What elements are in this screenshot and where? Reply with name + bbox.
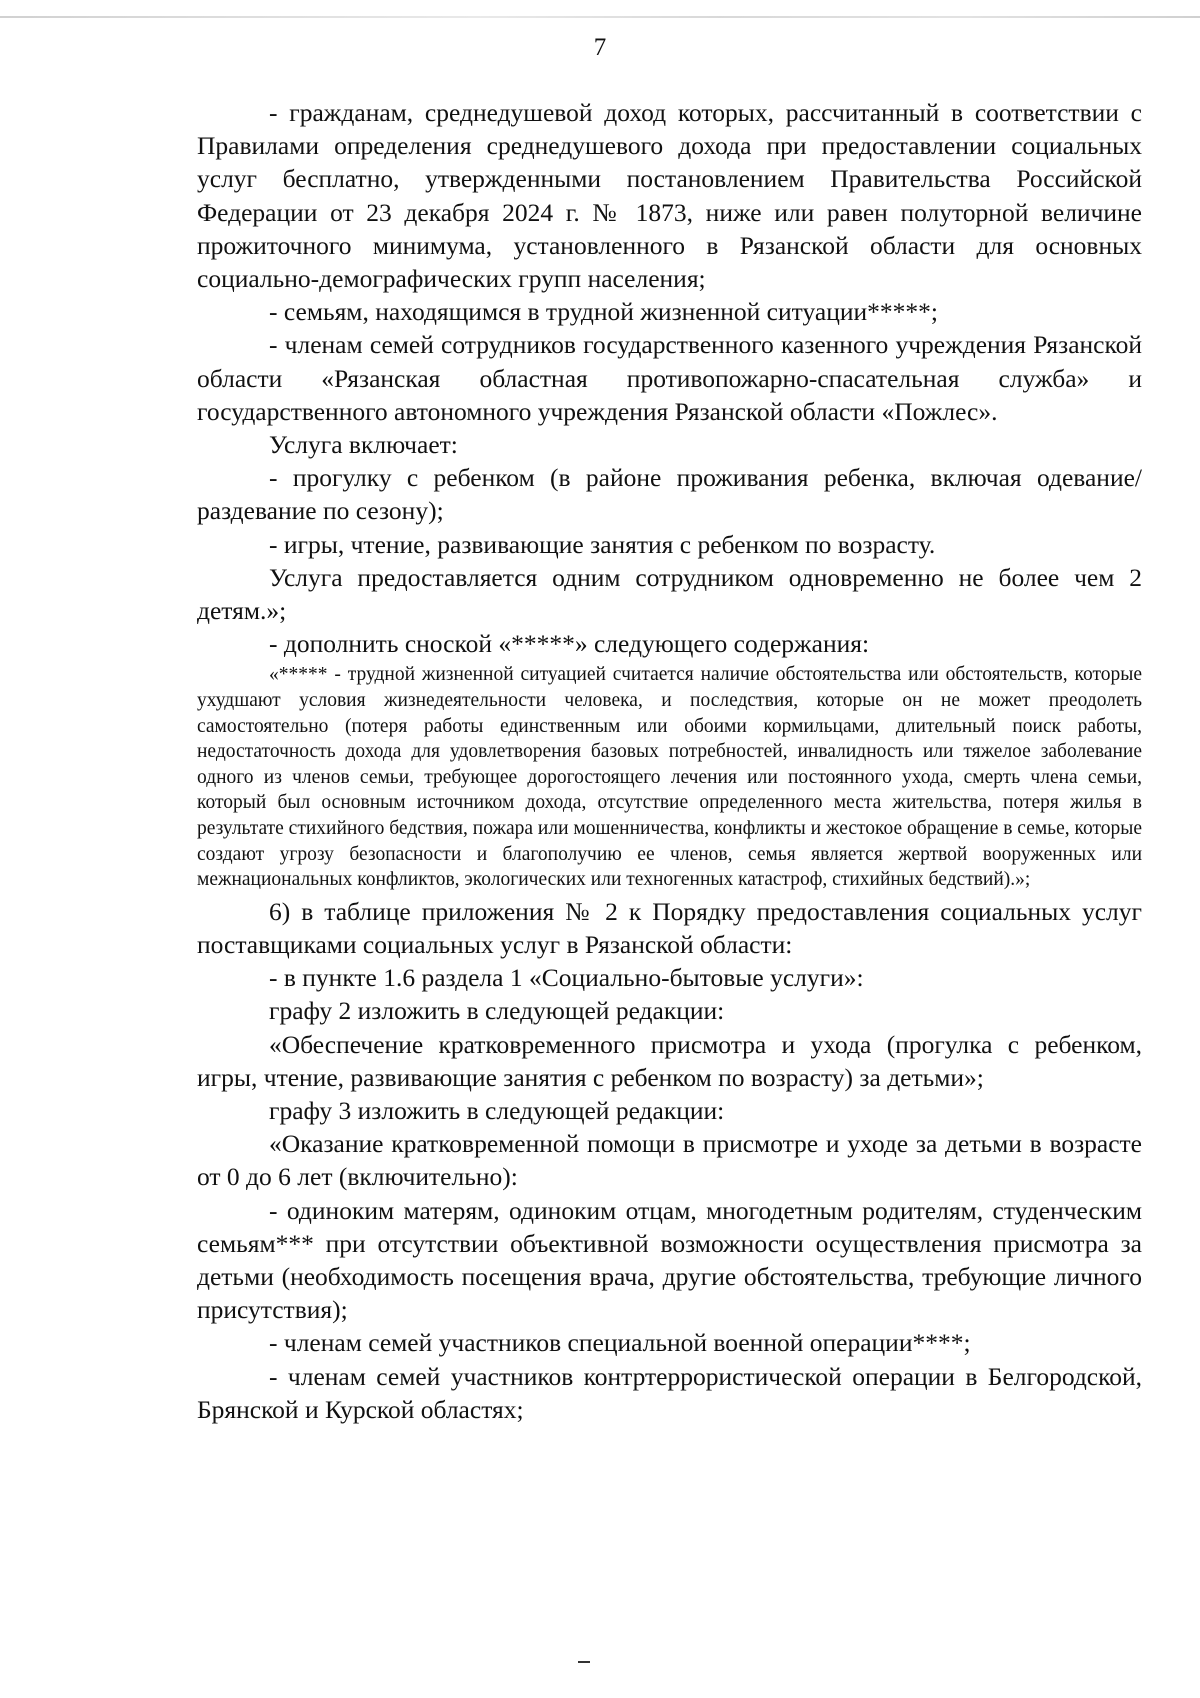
paragraph: - членам семей сотрудников государственного казенного учреждения Рязанской области «Рязанская областная противопожарно-спасательная служба» и государственного автономного учреждения Рязанской области «Пожлес». (197, 330, 1142, 426)
paragraph: - гражданам, среднедушевой доход которых, рассчитанный в соответствии с Правилами определения среднедушевого дохода при предоставлении социальных услуг бесплатно, утвержденными постановлением Правительства Российской Федерации от 23 декабря 2024 г. № 1873, ниже или равен полуторной величине прожиточного минимума, установленного в Рязанской области для основных социально-демографических групп населения; (197, 98, 1142, 294)
document-body (197, 96, 1142, 1426)
footer-mark (578, 1661, 590, 1663)
footnote-text: «***** - трудной жизненной ситуацией считается наличие обстоятельства или обстоятельств, которые ухудшают условия жизнедеятельности человека, и последствия, которые он не может преодолеть самостоятельно (потеря работы единственным или обоими кормильцами, длительный поиск работы, недостаточность дохода для удовлетворения базовых потребностей, инвалидность или тяжелое заболевание одного из членов семьи, требующее дорогостоящего лечения или постоянного ухода, смерть члена семьи, который был основным источником дохода, отсутствие определенного места жительства, потеря жилья в результате стихийного бедствия, пожара или мошенничества, конфликты и жестокое обращение в семье, которые создают угрозу безопасности и благополучию ее членов, семья является жертвой вооруженных или межнациональных конфликтов, экологических или техногенных катастроф, стихийных бедствий).»; (197, 664, 1142, 891)
paragraph: - членам семей участников специальной военной операции****; (269, 1328, 971, 1358)
paragraph: Услуга включает: (269, 430, 458, 460)
page-number: 7 (593, 34, 607, 61)
paragraph: «Оказание кратковременной помощи в присмотре и уходе за детьми в возрасте от 0 до 6 лет (включительно): (197, 1129, 1142, 1192)
paragraph: Услуга предоставляется одним сотрудником одновременно не более чем 2 детям.»; (197, 562, 1142, 626)
paragraph: - членам семей участников контртеррористической операции в Белгородской, Брянской и Курской областях; (197, 1361, 1142, 1424)
paragraph: - одиноким матерям, одиноким отцам, многодетным родителям, студенческим семьям*** при отсутствии объективной возможности осуществления присмотра за детьми (необходимость посещения врача, другие обстоятельства, требующие личного присутствия); (197, 1195, 1142, 1325)
paragraph: 6) в таблице приложения № 2 к Порядку предоставления социальных услуг поставщиками социальных услуг в Рязанской области: (197, 896, 1142, 959)
paragraph: - семьям, находящимся в трудной жизненной ситуации*****; (269, 297, 938, 327)
paragraph: - игры, чтение, развивающие занятия с ребенком по возрасту. (269, 529, 936, 559)
paragraph: графу 2 изложить в следующей редакции: (269, 996, 725, 1026)
paragraph: - в пункте 1.6 раздела 1 «Социально-бытовые услуги»: (269, 963, 864, 993)
scan-edge-line (0, 16, 1200, 18)
paragraph: графу 3 изложить в следующей редакции: (269, 1096, 725, 1126)
paragraph: «Обеспечение кратковременного присмотра и ухода (прогулка с ребенком, игры, чтение, развивающие занятия с ребенком по возрасту) за детьми»; (197, 1029, 1142, 1092)
paragraph: - прогулку с ребенком (в районе проживания ребенка, включая одевание/раздевание по сезону); (197, 463, 1142, 526)
paragraph: - дополнить сноской «*****» следующего содержания: (269, 629, 870, 659)
